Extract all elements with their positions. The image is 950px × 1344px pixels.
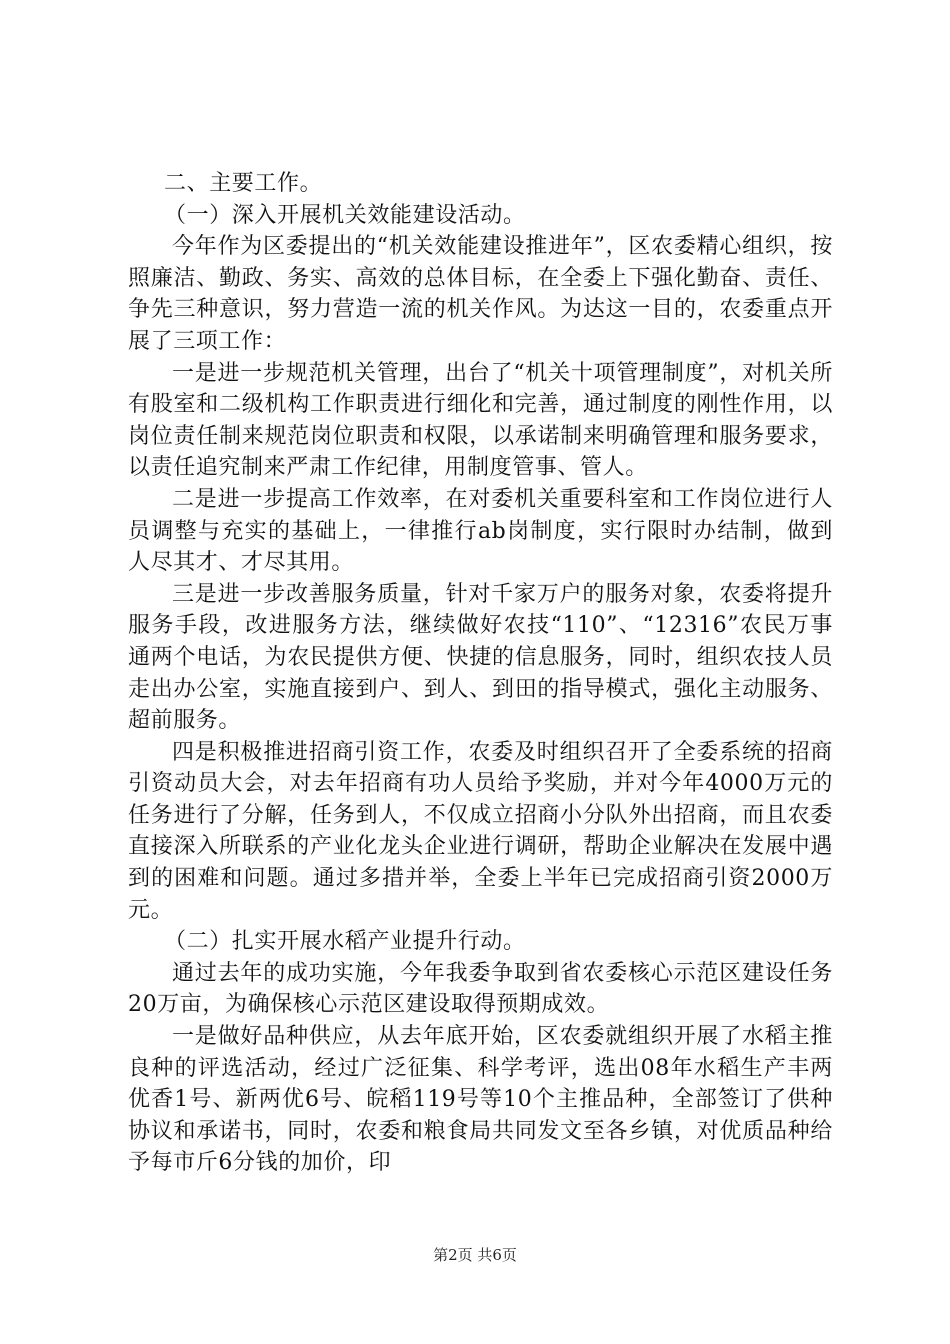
paragraph-intro: 今年作为区委提出的“机关效能建设推进年”，区农委精心组织，按照廉洁、勤政、务实、高效的总体目标，在全委上下强化勤奋、责任、争先三种意识，努力营造一流的机关作风。为达这一目的，农委重点开展了三项工作：: [128, 234, 833, 354]
subsection-heading: （二）扎实开展水稻产业提升行动。: [164, 929, 526, 955]
paragraph-item-3: 三是进一步改善服务质量，针对千家万户的服务对象，农委将提升服务手段，改进服务方法，继续做好农技“110”、“12316”农民万事通两个电话，为农民提供方便、快捷的信息服务，同时，组织农技人员走出办公室，实施直接到户、到人、到田的指导模式，强化主动服务、超前服务。: [128, 581, 833, 734]
subsection-heading: （一）深入开展机关效能建设活动。: [164, 202, 526, 228]
paragraph-item-4: 四是积极推进招商引资工作，农委及时组织召开了全委系统的招商引资动员大会，对去年招商有功人员给予奖励，并对今年4000万元的任务进行了分解，任务到人，不仅成立招商小分队外出招商，而且农委直接深入所联系的产业化龙头企业进行调研，帮助企业解决在发展中遇到的困难和问题。通过多措并举，全委上半年已完成招商引资2000万元。: [128, 739, 833, 923]
document-body: [128, 168, 833, 1179]
paragraph-intro: 通过去年的成功实施，今年我委争取到省农委核心示范区建设任务20万亩，为确保核心示范区建设取得预期成效。: [128, 960, 833, 1018]
paragraph-item-1: 一是做好品种供应，从去年底开始，区农委就组织开展了水稻主推良种的评选活动，经过广泛征集、科学考评，选出08年水稻生产丰两优香1号、新两优6号、皖稻119号等10个主推品种，全部签订了供种协议和承诺书，同时，农委和粮食局共同发文至各乡镇，对优质品种给予每市斤6分钱的加价，印: [128, 1024, 833, 1176]
page-number-footer: 第2页 共6页: [433, 1246, 517, 1264]
paragraph-item-1: 一是进一步规范机关管理，出台了“机关十项管理制度”，对机关所有股室和二级机构工作职责进行细化和完善，通过制度的刚性作用，以岗位责任制来规范岗位职责和权限，以承诺制来明确管理和服务要求，以责任追究制来严肃工作纪律，用制度管事、管人。: [128, 360, 833, 481]
paragraph-item-2: 二是进一步提高工作效率，在对委机关重要科室和工作岗位进行人员调整与充实的基础上，一律推行ab岗制度，实行限时办结制，做到人尽其才、才尽其用。: [128, 486, 833, 576]
section-heading: 二、主要工作。: [164, 171, 323, 196]
